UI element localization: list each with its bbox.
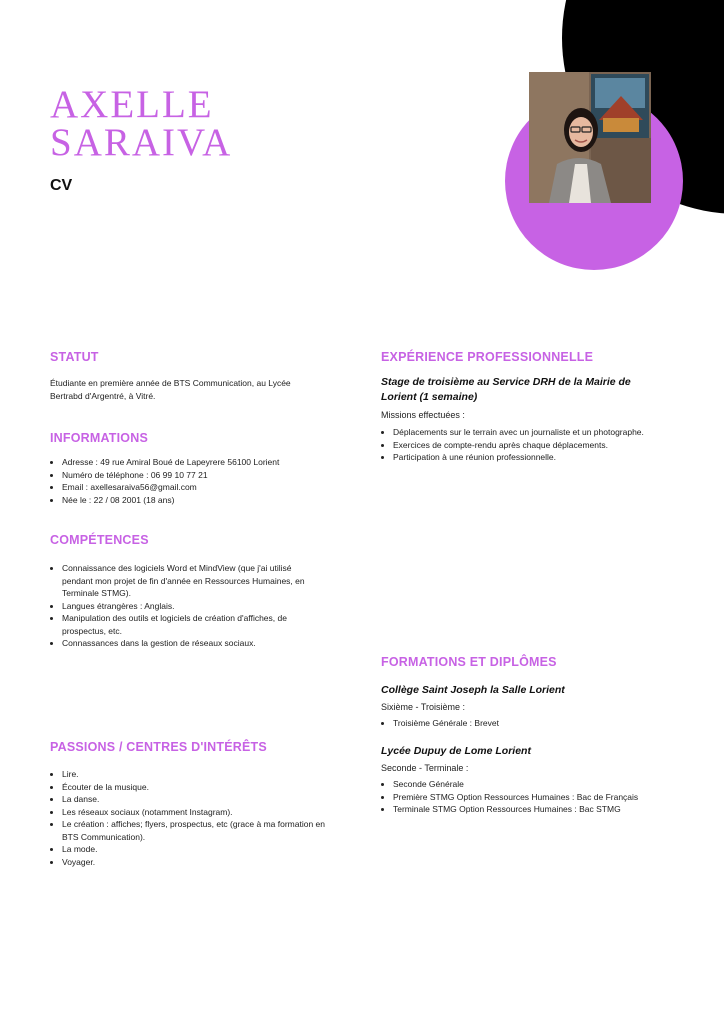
school-name: Lycée Dupuy de Lome Lorient: [381, 745, 531, 757]
list-item: • Lire.: [62, 768, 325, 781]
list-item: • Déplacements sur le terrain avec un journaliste et un photographe.: [393, 426, 681, 439]
list-item: • Adresse : 49 rue Amiral Boué de Lapeyrere 56100 Lorient: [62, 456, 320, 469]
list-item: • Seconde Générale: [393, 778, 681, 791]
list-item: • Connassances dans la gestion de réseaux sociaux.: [62, 637, 315, 650]
experience-title: EXPÉRIENCE PROFESSIONNELLE: [381, 350, 594, 364]
list-item: • Le création : affiches; flyers, prospectus, etc (grace à ma formation en BTS Communication).: [62, 818, 325, 843]
school-name: Collège Saint Joseph la Salle Lorient: [381, 684, 565, 696]
job-title: Stage de troisième au Service DRH de la Mairie de Lorient (1 semaine): [381, 376, 631, 403]
missions-subtitle: Missions effectuées :: [381, 410, 465, 420]
list-item: • Terminale STMG Option Ressources Humaines : Bac STMG: [393, 803, 681, 816]
list-item: • Manipulation des outils et logiciels de création d'affiches, de prospectus, etc.: [62, 612, 315, 637]
list-item: • Numéro de téléphone : 06 99 10 77 21: [62, 469, 320, 482]
list-item: • Connaissance des logiciels Word et MindView (que j'ai utilisé pendant mon projet de fin d'année en Ressources Humaines, en Terminale STMG).: [62, 562, 315, 600]
list-item: • Écouter de la musique.: [62, 781, 325, 794]
first-name: AXELLE: [50, 83, 214, 126]
missions-list: [381, 426, 681, 464]
informations-title: INFORMATIONS: [50, 431, 148, 445]
cv-label: CV: [50, 177, 73, 194]
competences-title: COMPÉTENCES: [50, 533, 149, 547]
candidate-name: [50, 83, 233, 164]
school-diplomas: [381, 778, 681, 816]
list-item: • Les réseaux sociaux (notamment Instagram).: [62, 806, 325, 819]
school-subtitle: Sixième - Troisième :: [381, 702, 466, 712]
last-name: SARAIVA: [50, 121, 233, 164]
list-item: • Première STMG Option Ressources Humaines : Bac de Français: [393, 791, 681, 804]
list-item: • La danse.: [62, 793, 325, 806]
list-item: • La mode.: [62, 843, 325, 856]
competences-list: [50, 562, 315, 650]
statut-text: Étudiante en première année de BTS Communication, au Lycée Bertrabd d'Argentré, à Vitré.: [50, 378, 291, 401]
passions-list: [50, 768, 325, 868]
passions-title: PASSIONS / CENTRES D'INTÉRÊTS: [50, 740, 267, 754]
informations-list: [50, 456, 320, 506]
school-subtitle: Seconde - Terminale :: [381, 763, 469, 773]
list-item: • Participation à une réunion professionnelle.: [393, 451, 681, 464]
statut-title: STATUT: [50, 350, 99, 364]
list-item: • Troisième Générale : Brevet: [393, 717, 681, 730]
profile-photo: [529, 72, 651, 203]
formations-title: FORMATIONS ET DIPLÔMES: [381, 655, 557, 669]
list-item: • Voyager.: [62, 856, 325, 869]
list-item: • Née le : 22 / 08 2001 (18 ans): [62, 494, 320, 507]
school-diplomas: [381, 717, 681, 730]
list-item: • Langues étrangères : Anglais.: [62, 600, 315, 613]
list-item: • Exercices de compte-rendu après chaque déplacements.: [393, 439, 681, 452]
list-item: • Email : axellesaraiva56@gmail.com: [62, 481, 320, 494]
